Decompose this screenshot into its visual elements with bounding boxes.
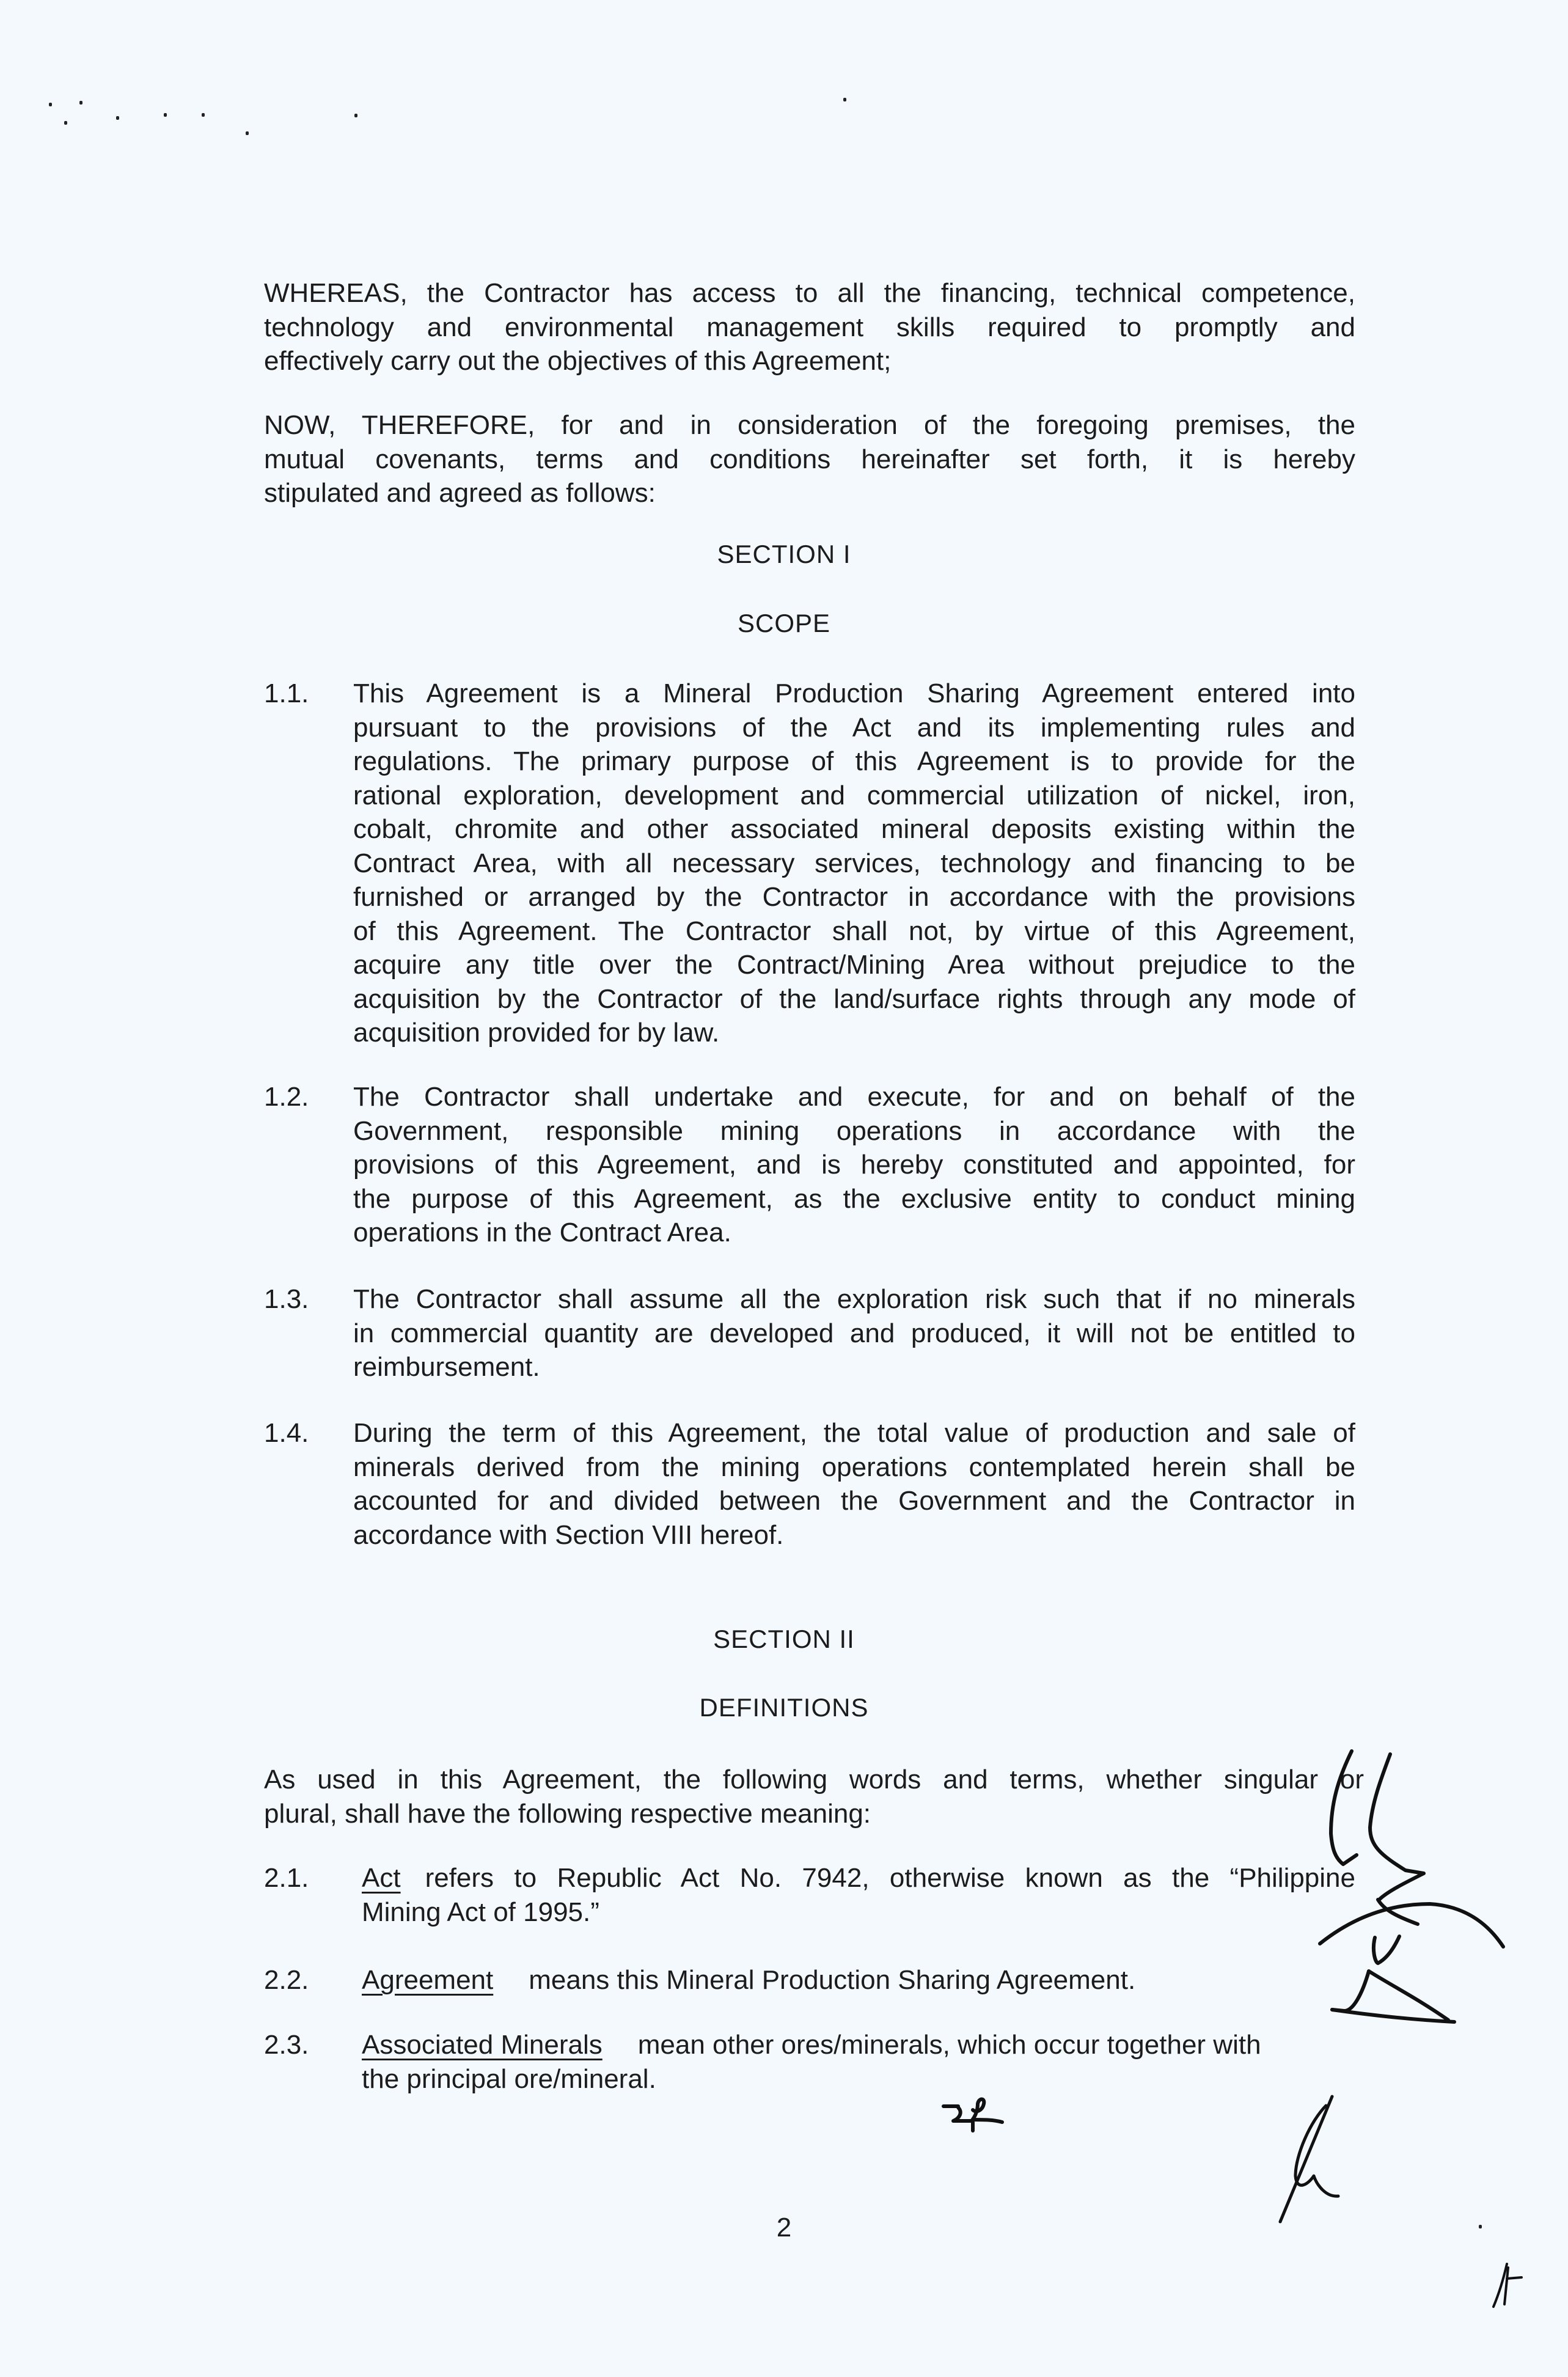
clause-line: This Agreement is a Mineral Production Sharing Agreement entered into [353, 678, 1355, 708]
scan-speck [1479, 2225, 1482, 2228]
clause-number: 1.2. [264, 1082, 309, 1112]
section-2-title: SECTION II [713, 1625, 855, 1653]
whereas-paragraph [264, 276, 1355, 378]
signature-initials-lower-right [1277, 2093, 1344, 2228]
scan-speck [79, 101, 82, 105]
definition-term: Associated Minerals [362, 2030, 603, 2060]
definition-body [362, 1963, 1355, 1997]
definition-text: mean other ores/minerals, which occur together with [637, 2030, 1261, 2060]
definition-text: refers to Republic Act No. 7942, otherwise known as the “Philippine [425, 1863, 1355, 1893]
definitions-intro [264, 1763, 1364, 1831]
clause-line: of this Agreement. The Contractor shall not, by virtue of this Agreement, [353, 916, 1355, 946]
definition-number: 2.3. [264, 2030, 309, 2060]
definition-body [362, 2028, 1355, 2096]
clause-body [353, 1416, 1355, 1552]
definition-number: 2.1. [264, 1863, 309, 1893]
scan-speck [164, 113, 167, 117]
clause-line: During the term of this Agreement, the total value of production and sale of [353, 1418, 1355, 1448]
paragraph-line: WHEREAS, the Contractor has access to all the financing, technical competence, [264, 278, 1355, 308]
scan-speck [843, 98, 846, 101]
definition-line: Mining Act of 1995.” [362, 1897, 599, 1927]
clause-line: acquire any title over the Contract/Mining Area without prejudice to the [353, 950, 1355, 980]
clause-line: pursuant to the provisions of the Act and its implementing rules and [353, 712, 1355, 743]
paragraph-line: technology and environmental management skills required to promptly and [264, 312, 1355, 342]
clause-line: minerals derived from the mining operations contemplated herein shall be [353, 1452, 1355, 1482]
paragraph-line: stipulated and agreed as follows: [264, 478, 656, 508]
clause-number: 1.3. [264, 1284, 309, 1314]
paragraph-line: mutual covenants, terms and conditions hereinafter set forth, it is hereby [264, 444, 1355, 474]
definition-line [362, 2028, 1355, 2062]
paragraph-line: plural, shall have the following respective meaning: [264, 1798, 871, 1829]
clause-body [353, 1282, 1355, 1384]
section-2-subtitle: DEFINITIONS [699, 1693, 869, 1722]
paragraph-line: NOW, THEREFORE, for and in consideration of the foregoing premises, the [264, 410, 1355, 440]
paragraph-line: effectively carry out the objectives of this Agreement; [264, 346, 892, 376]
clause-line: provisions of this Agreement, and is hereby constituted and appointed, for [353, 1150, 1355, 1180]
clause-line: accordance with Section VIII hereof. [353, 1519, 784, 1550]
clause-number: 1.1. [264, 678, 309, 708]
clause-line: cobalt, chromite and other associated mineral deposits existing within the [353, 814, 1355, 844]
scan-speck [202, 113, 205, 117]
clause-body [353, 677, 1355, 1050]
definition-line [362, 1963, 1355, 1997]
clause-line: furnished or arranged by the Contractor in accordance with the provisions [353, 882, 1355, 912]
clause-line: reimbursement. [353, 1352, 540, 1382]
scan-speck [246, 131, 249, 135]
definition-line [362, 1861, 1355, 1895]
definition-term: Act [362, 1863, 401, 1893]
clause-line: operations in the Contract Area. [353, 1218, 731, 1247]
clause-line: in commercial quantity are developed and produced, it will not be entitled to [353, 1318, 1355, 1348]
scan-speck [354, 114, 357, 117]
clause-line: the purpose of this Agreement, as the exclusive entity to conduct mining [353, 1183, 1355, 1214]
clause-line: Government, responsible mining operations in accordance with the [353, 1115, 1355, 1146]
definition-term: Agreement [362, 1965, 494, 1995]
clause-line: regulations. The primary purpose of this Agreement is to provide for the [353, 746, 1355, 776]
scan-speck [64, 121, 67, 125]
clause-line: rational exploration, development and commercial utilization of nickel, iron, [353, 780, 1355, 810]
clause-body [353, 1080, 1355, 1250]
clause-line: acquisition by the Contractor of the land/surface rights through any mode of [353, 983, 1355, 1014]
clause-line: The Contractor shall assume all the exploration risk such that if no minerals [353, 1284, 1355, 1314]
definition-text: means this Mineral Production Sharing Agreement. [529, 1965, 1136, 1995]
section-1-title: SECTION I [717, 540, 851, 568]
scan-speck [49, 103, 52, 106]
now-therefore-paragraph [264, 408, 1355, 510]
clause-number: 1.4. [264, 1418, 309, 1448]
signature-initials-center [941, 2096, 1008, 2139]
signature-initials-corner [1491, 2261, 1528, 2310]
page-number: 2 [776, 2213, 792, 2243]
clause-line: Contract Area, with all necessary services, technology and financing to be [353, 848, 1355, 878]
signature-initials-right [1308, 1742, 1515, 2035]
definition-number: 2.2. [264, 1965, 309, 1995]
section-1-subtitle: SCOPE [737, 609, 831, 637]
definition-body [362, 1861, 1355, 1929]
definition-line: the principal ore/mineral. [362, 2063, 656, 2094]
clause-line: accounted for and divided between the Government and the Contractor in [353, 1486, 1355, 1516]
clause-line: The Contractor shall undertake and execute, for and on behalf of the [353, 1082, 1355, 1112]
clause-line: acquisition provided for by law. [353, 1018, 720, 1048]
scan-speck [116, 116, 119, 120]
paragraph-line: As used in this Agreement, the following words and terms, whether singular or [264, 1765, 1364, 1795]
